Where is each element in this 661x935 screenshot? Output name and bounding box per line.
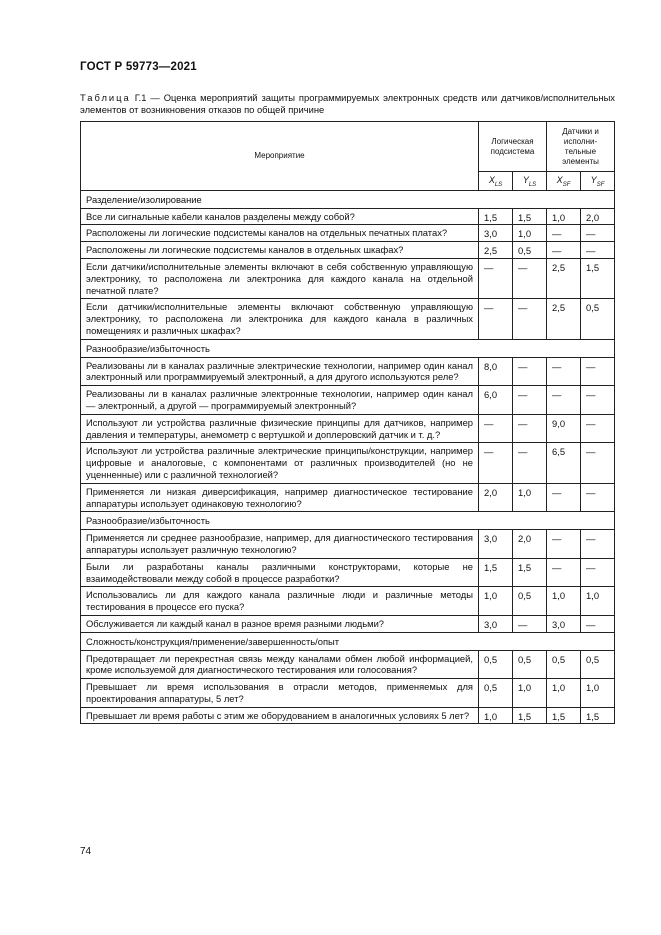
measure-question: Если датчики/исполнительные элементы включают в себя собственную управляющую электронику, то расположена ли электроника для каждого канала на отдельной печатной плате?	[81, 258, 479, 298]
y-sf-value: —	[581, 558, 615, 587]
measure-question: Превышает ли время работы с этим же оборудованием в аналогичных условиях 5 лет?	[81, 707, 479, 724]
y-sf-value: —	[581, 483, 615, 512]
x-sf-value: 3,0	[547, 615, 581, 632]
y-ls-value: 1,0	[513, 483, 547, 512]
x-sf-value: 1,0	[547, 208, 581, 225]
section-row	[81, 190, 615, 208]
measure-question: Применяется ли среднее разнообразие, например, для диагностического тестирования аппаратуры использует различную технологию?	[81, 530, 479, 559]
y-ls-header: $Y_{LS}$	[513, 172, 547, 191]
y-ls-value: —	[513, 443, 547, 483]
table-body	[81, 190, 615, 724]
x-sf-header: $X_{SF}$	[547, 172, 581, 191]
x-sf-value: —	[547, 558, 581, 587]
x-sf-value: 2,5	[547, 299, 581, 339]
y-ls-value: 1,0	[513, 225, 547, 242]
sensors-header-line-2: исполни-	[563, 136, 598, 146]
x-ls-value: 0,5	[479, 650, 513, 679]
measure-question: Используют ли устройства различные физические принципы для датчиков, например давления и температуры, анемометр с вертушкой и доплеровский датчик и т. д.?	[81, 414, 479, 443]
y-ls-value: —	[513, 258, 547, 298]
x-ls-value: 1,5	[479, 208, 513, 225]
y-ls-value: 0,5	[513, 242, 547, 259]
assessment-table-container	[80, 121, 615, 724]
x-sf-value: —	[547, 357, 581, 386]
table-row	[81, 225, 615, 242]
x-ls-value: 1,0	[479, 707, 513, 724]
x-sf-value: 1,0	[547, 679, 581, 708]
measure-question: Использовались ли для каждого канала различные люди и различные методы тестирования в процессе его пуска?	[81, 587, 479, 616]
table-row	[81, 650, 615, 679]
table-row	[81, 414, 615, 443]
x-ls-value: —	[479, 258, 513, 298]
table-row	[81, 208, 615, 225]
y-ls-value: 0,5	[513, 587, 547, 616]
assessment-table	[80, 121, 615, 724]
x-sf-value: 0,5	[547, 650, 581, 679]
x-ls-value: —	[479, 414, 513, 443]
table-caption-label: Таблица	[80, 92, 131, 103]
y-sf-value: 0,5	[581, 650, 615, 679]
measure-question: Были ли разработаны каналы различными конструкторами, которые не взаимодействовали между собой в процессе разработки?	[81, 558, 479, 587]
measure-question: Реализованы ли в каналах различные электронные технологии, например один канал — электронный, а другой — программируемый электронный?	[81, 386, 479, 415]
table-row	[81, 679, 615, 708]
sensors-header-line-4: элементы	[562, 156, 599, 166]
table-caption	[80, 92, 615, 116]
y-sf-value: 2,0	[581, 208, 615, 225]
x-ls-value: 2,0	[479, 483, 513, 512]
y-sf-value: 1,5	[581, 258, 615, 298]
x-sf-value: 1,0	[547, 587, 581, 616]
y-ls-value: 1,0	[513, 679, 547, 708]
measure-question: Используют ли устройства различные электрические принципы/конструкции, например цифровые и аналоговые, с компонентами от различных производителей (но не уценненные) или с различной технологией?	[81, 443, 479, 483]
x-ls-value: 3,0	[479, 615, 513, 632]
y-ls-value: 1,5	[513, 707, 547, 724]
measure-question: Превышает ли время использования в отрасли методов, применяемых для проектирования аппаратуры, 5 лет?	[81, 679, 479, 708]
y-sf-value: —	[581, 414, 615, 443]
y-sf-value: —	[581, 357, 615, 386]
x-ls-value: 2,5	[479, 242, 513, 259]
logic-subsystem-header: Логическая подсистема	[479, 122, 547, 172]
y-sf-value: —	[581, 443, 615, 483]
x-ls-value: 1,0	[479, 587, 513, 616]
y-sf-value: —	[581, 615, 615, 632]
y-sf-value: 1,0	[581, 587, 615, 616]
y-sf-value: —	[581, 242, 615, 259]
sensors-actuators-header	[547, 122, 615, 172]
section-title: Разнообразие/избыточность	[81, 512, 615, 530]
x-ls-value: 6,0	[479, 386, 513, 415]
y-ls-value: 1,5	[513, 558, 547, 587]
measure-question: Все ли сигнальные кабели каналов разделены между собой?	[81, 208, 479, 225]
table-row	[81, 357, 615, 386]
table-row	[81, 615, 615, 632]
x-ls-value: 0,5	[479, 679, 513, 708]
x-ls-value: 1,5	[479, 558, 513, 587]
section-row	[81, 339, 615, 357]
y-ls-value: 1,5	[513, 208, 547, 225]
measure-question: Расположены ли логические подсистемы каналов на отдельных печатных платах?	[81, 225, 479, 242]
measure-question: Применяется ли низкая диверсификация, например диагностическое тестирование аппаратуры использует одинаковую технологию?	[81, 483, 479, 512]
table-row	[81, 258, 615, 298]
table-row	[81, 299, 615, 339]
table-row	[81, 242, 615, 259]
table-caption-text: Г.1 — Оценка мероприятий защиты программируемых электронных средств или датчиков/исполнительных элементов от возникновения отказов по общей причине	[80, 92, 615, 115]
y-sf-value: —	[581, 386, 615, 415]
x-sf-value: —	[547, 225, 581, 242]
x-sf-value: 2,5	[547, 258, 581, 298]
measure-question: Реализованы ли в каналах различные электрические технологии, например один канал электронный или программируемый электронный, а для другого используются реле?	[81, 357, 479, 386]
y-ls-value: —	[513, 414, 547, 443]
x-ls-value: 8,0	[479, 357, 513, 386]
section-title: Разделение/изолирование	[81, 190, 615, 208]
x-ls-header: $X_{LS}$	[479, 172, 513, 191]
y-ls-value: —	[513, 357, 547, 386]
table-row	[81, 558, 615, 587]
x-sf-value: —	[547, 530, 581, 559]
y-sf-value: —	[581, 225, 615, 242]
x-ls-value: 3,0	[479, 225, 513, 242]
table-row	[81, 707, 615, 724]
y-sf-value: 0,5	[581, 299, 615, 339]
y-sf-value: 1,0	[581, 679, 615, 708]
y-sf-value: —	[581, 530, 615, 559]
y-ls-value: —	[513, 299, 547, 339]
y-sf-header: $Y_{SF}$	[581, 172, 615, 191]
section-row	[81, 632, 615, 650]
document-code: ГОСТ Р 59773—2021	[80, 61, 197, 73]
x-sf-value: 9,0	[547, 414, 581, 443]
sensors-header-line-3: тельные	[564, 146, 597, 156]
table-row	[81, 530, 615, 559]
y-ls-value: —	[513, 386, 547, 415]
y-ls-value: —	[513, 615, 547, 632]
table-row	[81, 443, 615, 483]
x-sf-value: —	[547, 483, 581, 512]
section-title: Сложность/конструкция/применение/завершенность/опыт	[81, 632, 615, 650]
measure-column-header: Мероприятие	[81, 122, 479, 191]
page-number: 74	[80, 846, 92, 857]
table-row	[81, 587, 615, 616]
x-sf-value: —	[547, 386, 581, 415]
y-sf-value: 1,5	[581, 707, 615, 724]
y-ls-value: 0,5	[513, 650, 547, 679]
table-row	[81, 386, 615, 415]
x-ls-value: 3,0	[479, 530, 513, 559]
section-title: Разнообразие/избыточность	[81, 339, 615, 357]
measure-question: Расположены ли логические подсистемы каналов в отдельных шкафах?	[81, 242, 479, 259]
measure-question: Предотвращает ли перекрестная связь между каналами обмен любой информацией, кроме используемой для диагностического тестирования или голосования?	[81, 650, 479, 679]
x-ls-value: —	[479, 299, 513, 339]
x-ls-value: —	[479, 443, 513, 483]
x-sf-value: 6,5	[547, 443, 581, 483]
section-row	[81, 512, 615, 530]
sensors-header-line-1: Датчики и	[562, 126, 599, 136]
table-row	[81, 483, 615, 512]
x-sf-value: 1,5	[547, 707, 581, 724]
measure-question: Если датчики/исполнительные элементы включают собственную управляющую электронику, то расположена ли электроника для каждого канала в различных помещениях и различных шкафах?	[81, 299, 479, 339]
measure-question: Обслуживается ли каждый канал в разное время разными людьми?	[81, 615, 479, 632]
y-ls-value: 2,0	[513, 530, 547, 559]
x-sf-value: —	[547, 242, 581, 259]
